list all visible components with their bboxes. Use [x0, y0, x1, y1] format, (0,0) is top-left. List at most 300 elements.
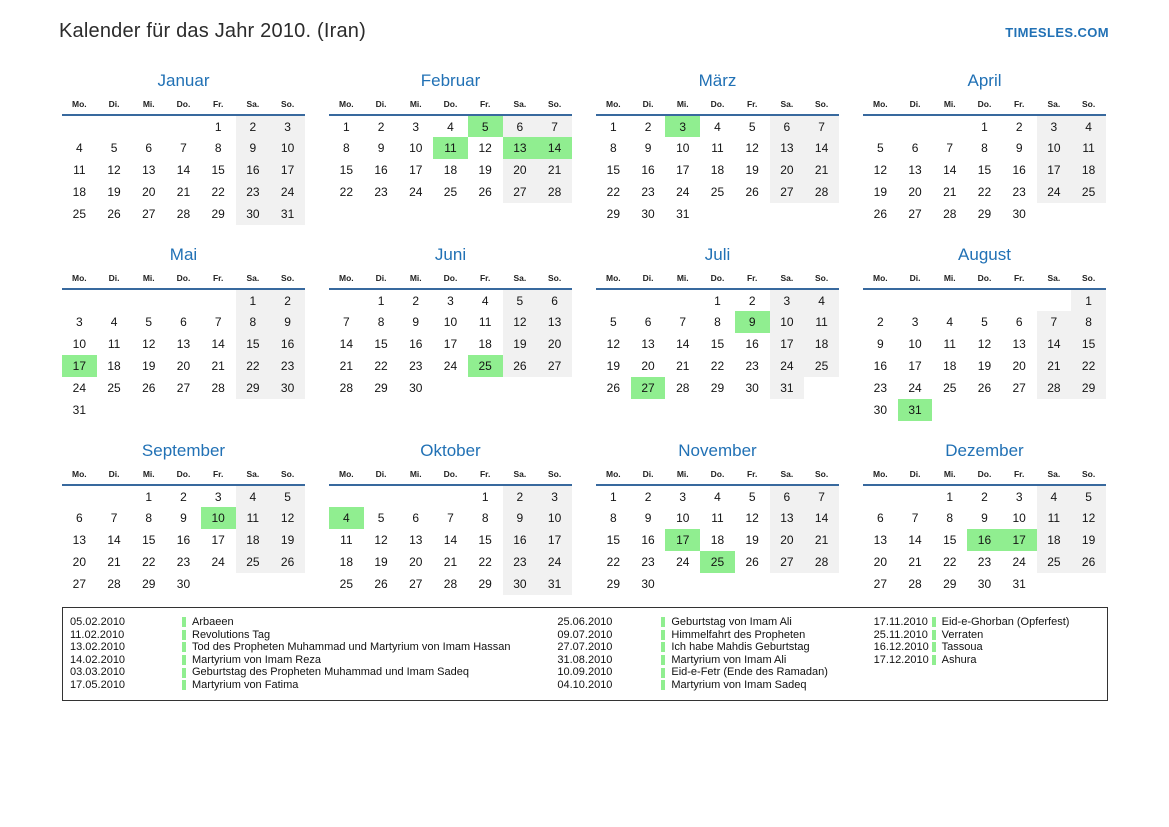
day-cell: 31	[72, 403, 87, 417]
day-cell: 25	[468, 355, 503, 377]
weekday-header: Di.	[631, 99, 666, 115]
empty-day-cell	[863, 485, 898, 507]
day-cell: 11	[943, 337, 956, 351]
empty-day-cell	[898, 485, 933, 507]
weekday-header: Mi.	[398, 469, 433, 485]
day-cell: 13	[873, 533, 888, 547]
legend-column	[874, 616, 1107, 692]
day-cell: 16	[641, 163, 655, 177]
day-cell: 3	[270, 115, 305, 137]
empty-day-cell	[62, 485, 97, 507]
day-cell: 20	[1012, 359, 1026, 373]
weekday-header: So.	[1071, 273, 1106, 289]
day-cell: 6	[911, 141, 919, 155]
holiday-date: 11.02.2010	[70, 628, 125, 641]
day-cell: 16	[503, 529, 538, 551]
day-cell: 19	[107, 185, 121, 199]
holiday-date: 27.07.2010	[557, 641, 613, 654]
week-row	[62, 137, 305, 159]
day-cell: 3	[665, 115, 700, 137]
day-cell: 12	[745, 141, 759, 155]
day-cell: 29	[1071, 377, 1106, 399]
day-cell: 17	[665, 529, 700, 551]
empty-day-cell	[1002, 399, 1037, 421]
holiday-name: Verraten	[941, 628, 984, 641]
holiday-marker-icon	[182, 655, 186, 665]
holiday-marker-icon	[932, 630, 936, 640]
weekday-header: Mo.	[329, 469, 364, 485]
day-cell: 24	[537, 551, 572, 573]
weekday-header: Mo.	[596, 99, 631, 115]
day-cell: 13	[72, 533, 87, 547]
day-cell: 28	[339, 381, 354, 395]
day-cell: 4	[714, 119, 721, 134]
day-cell: 27	[537, 355, 572, 377]
week-row	[596, 485, 839, 507]
empty-day-cell	[236, 399, 271, 421]
weekday-header: So.	[270, 99, 305, 115]
day-cell: 9	[180, 511, 187, 525]
day-cell: 26	[606, 381, 621, 395]
day-cell: 11	[1071, 137, 1106, 159]
day-cell: 14	[908, 533, 922, 547]
holiday-date: 17.11.2010	[873, 616, 928, 628]
day-cell: 20	[72, 555, 87, 569]
weekday-header: Do.	[433, 99, 468, 115]
day-cell: 23	[409, 359, 423, 373]
day-cell: 16	[745, 337, 759, 351]
holiday-name: Martyrium von Imam Sadeq	[671, 678, 807, 691]
day-cell: 20	[770, 529, 805, 551]
day-cell: 22	[606, 555, 621, 569]
day-cell: 7	[1037, 311, 1072, 333]
holiday-date: 05.02.2010	[70, 616, 126, 628]
day-cell: 9	[644, 141, 652, 155]
site-logo-link[interactable]: TIMESLES.COM	[1005, 25, 1109, 40]
holiday-marker-icon	[182, 642, 186, 652]
day-cell: 25	[1037, 551, 1072, 573]
day-cell: 9	[877, 337, 884, 351]
day-cell: 30	[1012, 207, 1026, 221]
weekday-header-row	[863, 99, 1106, 115]
empty-day-cell	[503, 377, 538, 399]
holiday-date: 04.10.2010	[557, 678, 613, 691]
holiday-name: Tod des Propheten Muhammad und Martyrium von Imam Hassan	[192, 641, 511, 654]
day-cell: 27	[409, 577, 423, 591]
legend-item	[70, 666, 557, 679]
day-cell: 11	[711, 141, 724, 155]
day-cell: 10	[443, 315, 458, 329]
day-cell: 30	[745, 381, 759, 395]
week-row	[62, 399, 305, 421]
empty-day-cell	[166, 289, 201, 311]
day-cell: 17	[62, 355, 97, 377]
legend-item	[874, 641, 1107, 654]
day-cell: 1	[214, 119, 222, 134]
legend-item	[874, 616, 1107, 629]
month-title: April	[967, 71, 1002, 90]
day-cell: 15	[710, 337, 725, 351]
month-title: August	[958, 245, 1011, 264]
weekday-header: Do.	[166, 273, 201, 289]
legend-item	[874, 629, 1107, 642]
day-cell: 14	[211, 337, 225, 351]
day-cell: 16	[236, 159, 271, 181]
weekday-header: Di.	[898, 273, 933, 289]
holiday-date: 16.12.2010	[873, 641, 929, 654]
legend-column	[557, 616, 873, 692]
week-row	[329, 137, 572, 159]
day-cell: 2	[270, 289, 305, 311]
day-cell: 23	[236, 181, 271, 203]
month-grid	[596, 273, 839, 399]
day-cell: 4	[236, 485, 271, 507]
day-cell: 21	[908, 555, 922, 569]
day-cell: 20	[908, 185, 922, 199]
week-row	[596, 115, 839, 137]
day-cell: 19	[745, 163, 759, 177]
day-cell: 6	[412, 511, 420, 525]
day-cell: 23	[176, 555, 191, 569]
weekday-header: Mo.	[863, 469, 898, 485]
empty-day-cell	[62, 289, 97, 311]
day-cell: 26	[1071, 551, 1106, 573]
day-cell: 21	[804, 159, 839, 181]
day-cell: 3	[911, 315, 919, 329]
weekday-header: Fr.	[468, 469, 503, 485]
day-cell: 18	[72, 185, 87, 199]
day-cell: 7	[804, 485, 839, 507]
day-cell: 18	[710, 533, 725, 547]
day-cell: 19	[873, 185, 888, 199]
day-cell: 6	[145, 141, 153, 155]
week-row	[62, 115, 305, 137]
weekday-header: Sa.	[236, 469, 271, 485]
weekday-header-row	[62, 273, 305, 289]
day-cell: 17	[443, 337, 458, 351]
day-cell: 17	[676, 163, 690, 177]
day-cell: 13	[409, 533, 423, 547]
day-cell: 7	[804, 115, 839, 137]
day-cell: 12	[270, 507, 305, 529]
weekday-header: Di.	[898, 469, 933, 485]
weekday-header: Di.	[631, 469, 666, 485]
day-cell: 1	[481, 489, 489, 504]
day-cell: 16	[967, 529, 1002, 551]
weekday-header: Sa.	[1037, 273, 1072, 289]
day-cell: 12	[606, 337, 621, 351]
day-cell: 14	[1037, 333, 1072, 355]
day-cell: 2	[236, 115, 271, 137]
month-title: Juli	[704, 245, 731, 264]
day-cell: 23	[374, 185, 388, 199]
day-cell: 23	[270, 355, 305, 377]
legend-item	[70, 679, 557, 692]
empty-day-cell	[1071, 203, 1106, 225]
month-februar	[329, 71, 572, 203]
day-cell: 14	[537, 137, 572, 159]
day-cell: 20	[641, 359, 655, 373]
day-cell: 18	[1037, 529, 1072, 551]
day-cell: 1	[981, 119, 988, 134]
day-cell: 20	[503, 159, 538, 181]
month-title: Mai	[169, 245, 198, 264]
empty-day-cell	[735, 203, 770, 225]
day-cell: 5	[748, 119, 756, 134]
month-grid	[62, 273, 305, 421]
holiday-marker-icon	[661, 630, 665, 640]
weekday-header: Mi.	[932, 469, 967, 485]
holiday-name: Geburtstag des Propheten Muhammad und Imam Sadeq	[192, 666, 469, 679]
weekday-header: Do.	[166, 469, 201, 485]
weekday-header-row	[62, 469, 305, 485]
day-cell: 11	[804, 311, 839, 333]
day-cell: 28	[943, 207, 957, 221]
week-row	[329, 573, 572, 595]
day-cell: 23	[503, 551, 538, 573]
day-cell: 31	[1012, 577, 1026, 591]
day-cell: 19	[503, 333, 538, 355]
day-cell: 25	[943, 381, 957, 395]
day-cell: 12	[503, 311, 538, 333]
day-cell: 25	[804, 355, 839, 377]
day-cell: 12	[873, 163, 888, 177]
day-cell: 24	[1037, 181, 1072, 203]
empty-day-cell	[433, 377, 468, 399]
day-cell: 15	[142, 533, 156, 547]
day-cell: 22	[374, 359, 388, 373]
day-cell: 12	[977, 337, 992, 351]
empty-day-cell	[1037, 203, 1072, 225]
day-cell: 22	[1071, 355, 1106, 377]
day-cell: 26	[478, 185, 492, 199]
day-cell: 22	[211, 185, 225, 199]
day-cell: 9	[1015, 141, 1023, 155]
day-cell: 17	[770, 333, 805, 355]
day-cell: 3	[76, 315, 83, 329]
day-cell: 19	[977, 359, 992, 373]
month-juli	[596, 245, 839, 399]
holiday-date: 17.12.2010	[873, 653, 929, 666]
day-cell: 28	[908, 577, 922, 591]
legend-item	[70, 654, 557, 667]
weekday-header: Do.	[433, 469, 468, 485]
month-title: Januar	[157, 71, 210, 90]
day-cell: 17	[270, 159, 305, 181]
weekday-header: So.	[270, 469, 305, 485]
day-cell: 7	[447, 511, 454, 525]
day-cell: 24	[676, 555, 690, 569]
day-cell: 27	[631, 377, 666, 399]
day-cell: 22	[236, 355, 271, 377]
day-cell: 20	[409, 555, 423, 569]
day-cell: 4	[110, 315, 118, 329]
holiday-marker-icon	[661, 668, 665, 678]
day-cell: 25	[443, 185, 458, 199]
day-cell: 30	[977, 577, 992, 591]
day-cell: 4	[714, 489, 721, 504]
day-cell: 29	[943, 577, 957, 591]
day-cell: 10	[676, 141, 690, 155]
weekday-header: Sa.	[1037, 99, 1072, 115]
weekday-header: Do.	[700, 99, 735, 115]
weekday-header: Di.	[97, 469, 132, 485]
legend-column	[70, 616, 557, 692]
day-cell: 16	[409, 337, 423, 351]
day-cell: 26	[107, 207, 121, 221]
day-cell: 29	[977, 207, 992, 221]
day-cell: 2	[981, 489, 988, 504]
day-cell: 23	[1012, 185, 1026, 199]
day-cell: 23	[977, 555, 992, 569]
month-dezember	[863, 441, 1106, 595]
week-row	[596, 529, 839, 551]
weekday-header: So.	[804, 469, 839, 485]
day-cell: 26	[270, 551, 305, 573]
day-cell: 3	[679, 489, 687, 504]
day-cell: 6	[503, 115, 538, 137]
day-cell: 17	[409, 163, 423, 177]
day-cell: 28	[537, 181, 572, 203]
week-row	[863, 289, 1106, 311]
day-cell: 15	[211, 163, 225, 177]
week-row	[863, 573, 1106, 595]
day-cell: 13	[503, 137, 538, 159]
empty-day-cell	[131, 289, 166, 311]
weekday-header-row	[596, 273, 839, 289]
day-cell: 9	[236, 137, 271, 159]
day-cell: 1	[610, 119, 617, 134]
day-cell: 1	[946, 489, 954, 504]
day-cell: 27	[770, 181, 805, 203]
holiday-marker-icon	[182, 680, 186, 690]
weekday-header: Fr.	[1002, 469, 1037, 485]
day-cell: 5	[748, 489, 756, 504]
day-cell: 7	[946, 141, 954, 155]
empty-day-cell	[804, 377, 839, 399]
day-cell: 28	[176, 207, 191, 221]
month-grid	[62, 99, 305, 225]
empty-day-cell	[97, 485, 132, 507]
day-cell: 3	[214, 489, 222, 504]
holiday-marker-icon	[661, 680, 665, 690]
legend-item	[557, 629, 873, 642]
empty-day-cell	[398, 485, 433, 507]
day-cell: 20	[537, 333, 572, 355]
holiday-marker-icon	[661, 655, 665, 665]
month-grid	[62, 469, 305, 595]
day-cell: 19	[745, 533, 759, 547]
day-cell: 8	[946, 511, 954, 525]
day-cell: 18	[1071, 159, 1106, 181]
day-cell: 6	[180, 315, 187, 329]
day-cell: 10	[201, 507, 236, 529]
day-cell: 22	[943, 555, 957, 569]
holiday-name: Martyrium von Imam Reza	[192, 653, 321, 666]
day-cell: 14	[107, 533, 121, 547]
empty-day-cell	[201, 399, 236, 421]
day-cell: 9	[735, 311, 770, 333]
legend-item	[557, 679, 873, 692]
empty-day-cell	[932, 289, 967, 311]
week-row	[62, 355, 305, 377]
day-cell: 20	[873, 555, 888, 569]
empty-day-cell	[433, 485, 468, 507]
day-cell: 27	[503, 181, 538, 203]
week-row	[596, 159, 839, 181]
day-cell: 2	[748, 293, 756, 308]
weekday-header: Di.	[364, 99, 399, 115]
day-cell: 2	[377, 119, 385, 134]
month-title: Juni	[434, 245, 467, 264]
day-cell: 24	[270, 181, 305, 203]
holiday-name: Martyrium von Imam Ali	[671, 653, 787, 666]
day-cell: 8	[610, 141, 617, 155]
day-cell: 21	[211, 359, 225, 373]
day-cell: 8	[1071, 311, 1106, 333]
week-row	[62, 289, 305, 311]
holiday-name: Eid-e-Fetr (Ende des Ramadan)	[671, 666, 828, 679]
day-cell: 2	[180, 489, 187, 504]
day-cell: 29	[236, 377, 271, 399]
day-cell: 13	[537, 311, 572, 333]
day-cell: 6	[770, 485, 805, 507]
day-cell: 8	[145, 511, 153, 525]
day-cell: 13	[770, 507, 805, 529]
day-cell: 10	[770, 311, 805, 333]
day-cell: 16	[1012, 163, 1026, 177]
empty-day-cell	[97, 115, 132, 137]
day-cell: 4	[329, 507, 364, 529]
day-cell: 14	[943, 163, 957, 177]
weekday-header: Fr.	[1002, 99, 1037, 115]
day-cell: 23	[641, 185, 655, 199]
weekday-header: Di.	[364, 273, 399, 289]
day-cell: 18	[943, 359, 957, 373]
weekday-header: Mi.	[398, 273, 433, 289]
weekday-header: So.	[537, 273, 572, 289]
weekday-header: Mo.	[329, 99, 364, 115]
week-row	[62, 573, 305, 595]
day-cell: 15	[339, 163, 354, 177]
day-cell: 12	[107, 163, 121, 177]
day-cell: 1	[343, 119, 350, 134]
day-cell: 22	[977, 185, 992, 199]
day-cell: 28	[804, 181, 839, 203]
weekday-header: Mo.	[863, 99, 898, 115]
holiday-date: 25.06.2010	[557, 616, 613, 628]
day-cell: 16	[374, 163, 388, 177]
day-cell: 14	[676, 337, 690, 351]
weekday-header: Sa.	[770, 273, 805, 289]
week-row	[596, 137, 839, 159]
day-cell: 28	[676, 381, 690, 395]
day-cell: 15	[236, 333, 271, 355]
holiday-date: 25.11.2010	[873, 628, 928, 641]
week-row	[863, 203, 1106, 225]
day-cell: 31	[676, 207, 690, 221]
day-cell: 12	[142, 337, 156, 351]
page-header	[0, 0, 1169, 43]
day-cell: 2	[644, 119, 652, 134]
day-cell: 27	[770, 551, 805, 573]
holiday-marker-icon	[932, 655, 936, 665]
day-cell: 4	[481, 293, 489, 308]
day-cell: 10	[1012, 511, 1026, 525]
weekday-header: Di.	[97, 99, 132, 115]
empty-day-cell	[932, 115, 967, 137]
weekday-header: Do.	[967, 99, 1002, 115]
